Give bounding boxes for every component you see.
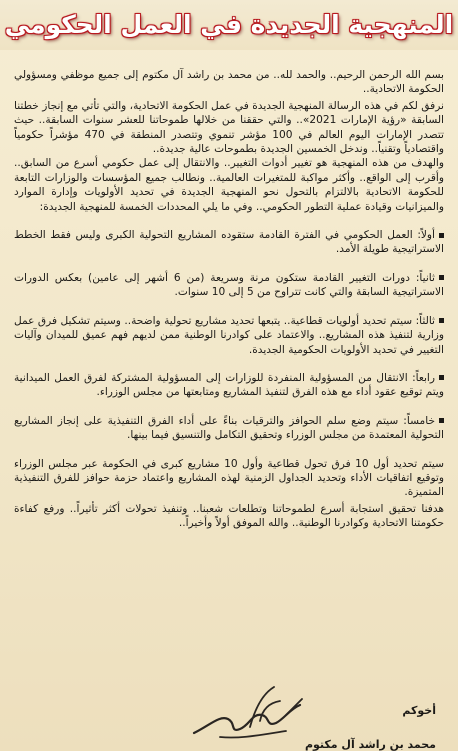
point-1 bbox=[14, 228, 444, 257]
point-4-text: رابعاً: الانتقال من المسؤولية المنفردة للوزارات إلى المسؤولية المشتركة لفرق العمل الميدانية ويتم توقيع عقود أداء مع هذه الفرق لتنفيذ المشاريع ومتابعتها من مجلس الوزراء. bbox=[14, 371, 444, 399]
bullet-square-icon bbox=[439, 275, 444, 280]
point-3-text: ثالثاً: سيتم تحديد أولويات قطاعية.. يتبعها تحديد مشاريع تحولية واضحة.. وسيتم تشكيل فرق عمل وزارية لتنفيذ هذه المشاريع.. والاعتماد على كوادرنا الوطنية ممن لديهم فهم عميق للميدان وآليات التغيير في تحديد الأولويات الحكومية الجديدة. bbox=[14, 314, 444, 356]
point-2-text: ثانياً: دورات التغيير القادمة ستكون مرنة وسريعة (من 6 أشهر إلى عامين) بعكس الدورات الاستراتيجية السابقة والتي كانت تتراوح من 5 إلى 10 سنوات. bbox=[14, 271, 444, 299]
bullet-square-icon bbox=[439, 233, 444, 238]
goal-paragraph: والهدف من هذه المنهجية هو تغيير أدوات التغيير.. والانتقال إلى عمل حكومي أسرع من السابق.. وأقرب إلى الواقع.. وأكثر مواكبة للمتغيرات العالمية.. ونطالب جميع المؤسسات والوزارات التابعة للحكومة الاتحادية بالالتزام بالتحول نحو المنهجية الجديدة في تحديد الأولويات وإدارة الموارد والميزانيات وقيادة عملية التطور الحكومي.. وفي ما يلي المحددات الخمسة للمنهجية الجديدة: bbox=[14, 157, 444, 213]
point-4 bbox=[14, 371, 444, 400]
point-5-text: خامساً: سيتم وضع سلم الحوافز والترقيات بناءً على أداء الفرق التنفيذية على إنجاز المشاريع التحولية المعتمدة من مجلس الوزراء وتحقيق التكامل والتنسيق فيما بينها. bbox=[14, 414, 444, 442]
sender-name: محمد بن راشد آل مكتوم bbox=[304, 738, 436, 751]
intro-paragraph: نرفق لكم في هذه الرسالة المنهجية الجديدة في عمل الحكومة الاتحادية، والتي تأتي مع إنجاز خطتنا السابقة «رؤية الإمارات 2021».. والتي حققنا من خلالها طموحاتنا للعشر سنوات السابقة.. حيث تتصدر الإمارات اليوم العالم في 100 مؤشر تنموي وتتصدر المنطقة في 470 مؤشراً حكومياً واقتصادياً وتقنياً.. وندخل الخمسين الجديدة بطموحات عالية جديدة.. bbox=[14, 99, 444, 156]
plan-paragraph: سيتم تحديد أول 10 فرق تحول قطاعية وأول 10 مشاريع كبرى في الحكومة عبر مجلس الوزراء وتوقيع اتفاقيات الأداء وتحديد الجداول الزمنية لهذه المشاريع واعتماد حزمة حوافز للفرق التنفيذية المتميزة. bbox=[14, 457, 444, 499]
point-3 bbox=[14, 314, 444, 357]
point-2 bbox=[14, 271, 444, 300]
bullet-square-icon bbox=[439, 375, 444, 380]
bullet-square-icon bbox=[439, 418, 444, 423]
bullet-square-icon bbox=[439, 318, 444, 323]
greeting-paragraph: بسم الله الرحمن الرحيم.. والحمد لله.. من محمد بن راشد آل مكتوم إلى جميع موظفي ومسؤولي الحكومة الاتحادية.. bbox=[14, 69, 444, 96]
page-title: المنهجية الجديدة في العمل الحكومي bbox=[4, 10, 454, 39]
closing-line: أخوكم bbox=[402, 704, 436, 717]
point-1-text: أولاً: العمل الحكومي في الفترة القادمة ستقوده المشاريع التحولية الكبرى وليس فقط الخطط الاستراتيجية طويلة الأمد. bbox=[14, 229, 444, 256]
aim-paragraph: هدفنا تحقيق استجابة أسرع لطموحاتنا وتطلعات شعبنا.. وتنفيذ تحولات أكثر تأثيراً.. ورفع كفاءة حكومتنا الاتحادية وكوادرنا الوطنية.. والله الموفق أولاً وأخيراً.. bbox=[14, 502, 444, 530]
title-banner bbox=[0, 0, 458, 50]
point-5 bbox=[14, 414, 444, 443]
signature-icon bbox=[190, 675, 310, 745]
letter-body bbox=[14, 68, 444, 531]
